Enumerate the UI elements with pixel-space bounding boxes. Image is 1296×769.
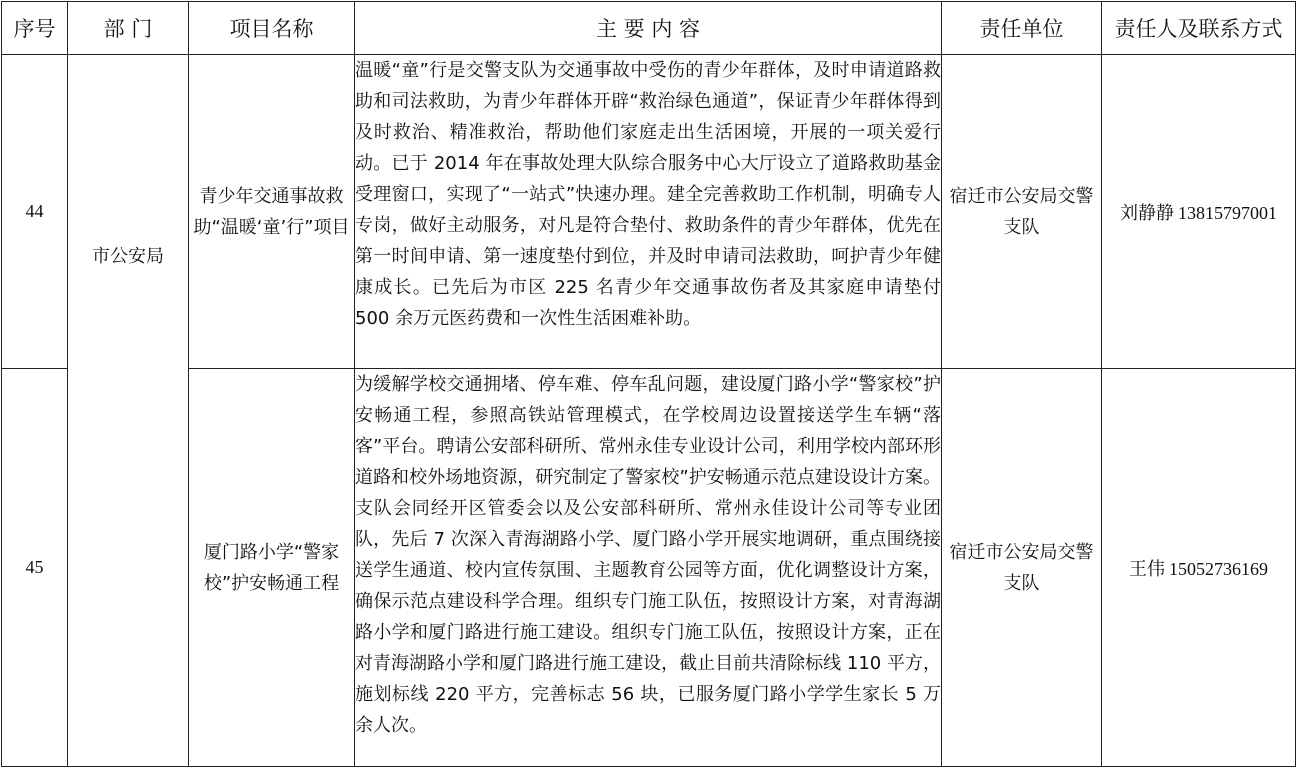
header-dept: 部 门 (68, 2, 189, 55)
person-name: 刘静静 (1120, 202, 1174, 224)
responsible-unit: 宿迁市公安局交警支队 (942, 55, 1102, 369)
row-no: 44 (2, 55, 68, 369)
project-name: 青少年交通事故救助“温暖‘童’行”项目 (189, 55, 355, 369)
person-name: 王伟 (1129, 558, 1165, 580)
project-table (1, 1, 1296, 767)
responsible-unit: 宿迁市公安局交警支队 (942, 369, 1102, 767)
table-row (2, 55, 1296, 369)
project-content: 温暖“童”行是交警支队为交通事故中受伤的青少年群体，及时申请道路救助和司法救助，为青少年群体开辟“救治绿色通道”，保证青少年群体得到及时救治、精准救治，帮助他们家庭走出生活困境，开展的一项关爱行动。已于 2014 年在事故处理大队综合服务中心大厅设立了道路救助基金受理窗口，实现了“一站式”快速办理。建全完善救助工作机制，明确专人专岗，做好主动服务，对凡是符合垫付、救助条件的青少年群体，优先在第一时间申请、第一速度垫付到位，并及时申请司法救助，呵护青少年健康成长。已先后为市区 225 名青少年交通事故伤者及其家庭申请垫付 500 余万元医药费和一次性生活困难补助。 (355, 55, 942, 369)
phone-number: 13815797001 (1178, 202, 1277, 223)
row-no: 45 (2, 369, 68, 767)
contact-cell (1102, 369, 1296, 767)
project-name: 厦门路小学“警家校”护安畅通工程 (189, 369, 355, 767)
header-unit: 责任单位 (942, 2, 1102, 55)
contact-cell (1102, 55, 1296, 369)
header-content: 主 要 内 容 (355, 2, 942, 55)
header-project: 项目名称 (189, 2, 355, 55)
header-contact: 责任人及联系方式 (1102, 2, 1296, 55)
department-name: 市公安局 (92, 246, 164, 267)
project-content: 为缓解学校交通拥堵、停车难、停车乱问题，建设厦门路小学“警家校”护安畅通工程，参照高铁站管理模式，在学校周边设置接送学生车辆“落客”平台。聘请公安部科研所、常州永佳专业设计公司，利用学校内部环形道路和校外场地资源，研究制定了警家校”护安畅通示范点建设设计方案。支队会同经开区管委会以及公安部科研所、常州永佳设计公司等专业团队，先后 7 次深入青海湖路小学、厦门路小学开展实地调研，重点围绕接送学生通道、校内宣传氛围、主题教育公园等方面，优化调整设计方案，确保示范点建设科学合理。组织专门施工队伍，按照设计方案，对青海湖路小学和厦门路进行施工建设。组织专门施工队伍，按照设计方案，正在对青海湖路小学和厦门路进行施工建设，截止目前共清除标线 110 平方，施划标线 220 平方，完善标志 56 块，已服务厦门路小学学生家长 5 万余人次。 (355, 369, 942, 767)
header-no: 序号 (2, 2, 68, 55)
table-row (2, 369, 1296, 767)
header-row (2, 2, 1296, 55)
phone-number: 15052736169 (1169, 558, 1268, 579)
department-cell (68, 55, 189, 767)
